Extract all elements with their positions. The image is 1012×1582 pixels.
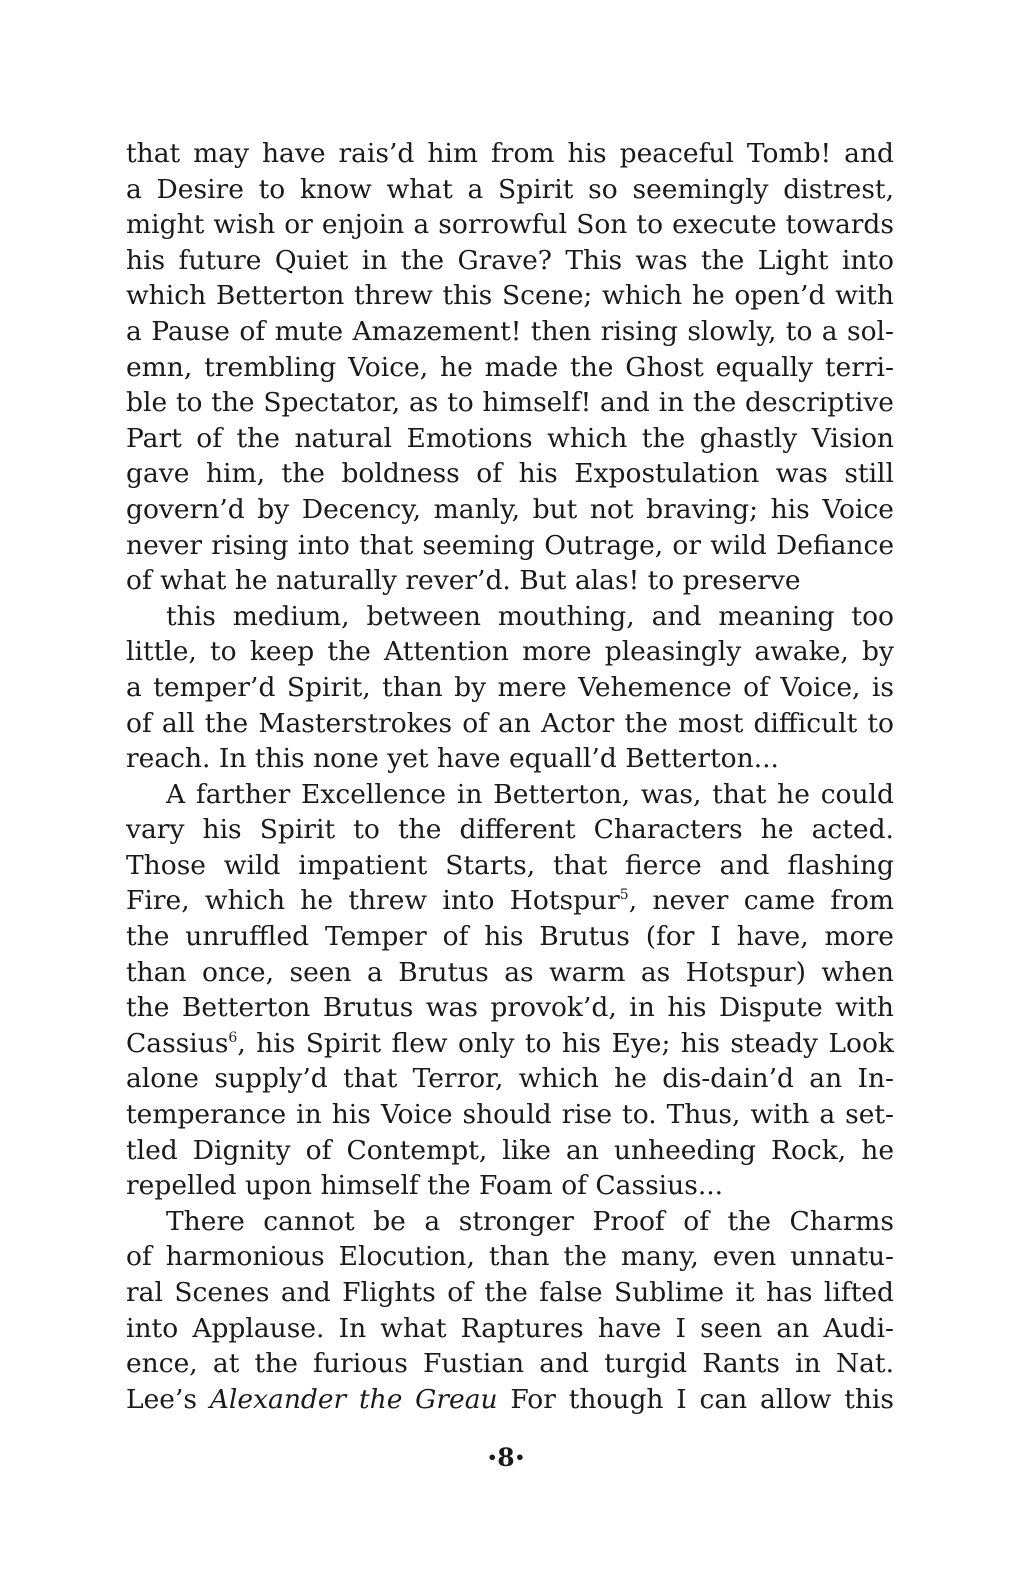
bullet-left: •	[487, 1448, 498, 1467]
text-line: of all the Masterstrokes of an Actor the most difficult to	[126, 707, 894, 739]
text-line: There cannot be a stronger Proof of the Charms	[166, 1205, 894, 1237]
text-line: the unruffled Temper of his Brutus (for I have, more	[126, 921, 894, 953]
text-line: his future Quiet in the Grave? This was the Light into	[126, 244, 894, 276]
page-number	[0, 1443, 1012, 1472]
text-line: little, to keep the Attention more pleasingly awake, by	[126, 636, 894, 668]
body-text	[126, 136, 894, 1417]
text-line: into Applause. In what Raptures have I seen an Audi-	[126, 1312, 894, 1344]
text-line: a Pause of mute Amazement! then rising slowly, to a sol-	[126, 315, 894, 347]
text-line: Part of the natural Emotions which the ghastly Vision	[126, 422, 894, 454]
text-segment: Cassius	[126, 1027, 229, 1059]
text-segment: Fire, which he threw into Hotspur	[126, 885, 620, 917]
text-line: which Betterton threw this Scene; which he open’d with	[126, 280, 894, 312]
text-line: tled Dignity of Contempt, like an unheeding Rock, he	[126, 1134, 894, 1166]
text-line: the Betterton Brutus was provok’d, in his Dispute with	[126, 992, 894, 1024]
page-number-value: 8	[497, 1443, 515, 1472]
text-line: emn, trembling Voice, he made the Ghost equally terri-	[126, 351, 894, 383]
text-line: alone supply’d that Terror, which he dis-dain’d an In-	[126, 1063, 894, 1095]
text-line	[126, 883, 894, 919]
text-segment: For though I can allow this	[497, 1383, 894, 1415]
text-line: Those wild impatient Starts, that fierce and flashing	[126, 849, 894, 881]
italic-title: Alexander the Greau	[209, 1383, 498, 1415]
text-line: govern’d by Decency, manly, but not braving; his Voice	[126, 493, 894, 525]
text-line: vary his Spirit to the different Characters he acted.	[126, 814, 894, 846]
text-line: reach. In this none yet have equall’d Betterton...	[126, 743, 779, 775]
text-segment: , his Spirit flew only to his Eye; his steady Look	[237, 1027, 894, 1059]
text-line	[126, 1026, 894, 1062]
text-line: ral Scenes and Flights of the false Sublime it has lifted	[126, 1277, 894, 1308]
text-line: a Desire to know what a Spirit so seemingly distrest,	[126, 173, 894, 205]
text-line: A farther Excellence in Betterton, was, that he could	[166, 778, 894, 810]
text-line: temperance in his Voice should rise to. Thus, with a set-	[126, 1099, 894, 1131]
text-line: than once, seen a Brutus as warm as Hotspur) when	[126, 956, 894, 988]
text-line: a temper’d Spirit, than by mere Vehemence of Voice, is	[126, 671, 894, 703]
text-segment: , never came from	[628, 885, 894, 917]
text-line: might wish or enjoin a sorrowful Son to execute towards	[126, 209, 894, 241]
footnote-marker: 6	[228, 1029, 238, 1046]
text-line: repelled upon himself the Foam of Cassius...	[126, 1170, 724, 1202]
text-segment: Lee’s	[126, 1383, 210, 1415]
text-line: ence, at the furious Fustian and turgid Rants in Nat.	[126, 1348, 894, 1380]
text-line: of what he naturally rever’d. But alas! to preserve	[126, 565, 801, 597]
text-line	[126, 1382, 894, 1418]
bullet-right: •	[514, 1448, 525, 1467]
text-line: never rising into that seeming Outrage, or wild Defiance	[126, 529, 894, 561]
footnote-marker: 5	[619, 887, 629, 904]
text-line: that may have rais’d him from his peaceful Tomb! and	[126, 138, 894, 169]
text-line: ble to the Spectator, as to himself! and in the descriptive	[126, 387, 894, 419]
text-line: this medium, between mouthing, and meaning too	[166, 600, 894, 632]
text-line: gave him, the boldness of his Expostulation was still	[126, 458, 894, 490]
text-line: of harmonious Elocution, than the many, even unnatu-	[126, 1241, 894, 1273]
